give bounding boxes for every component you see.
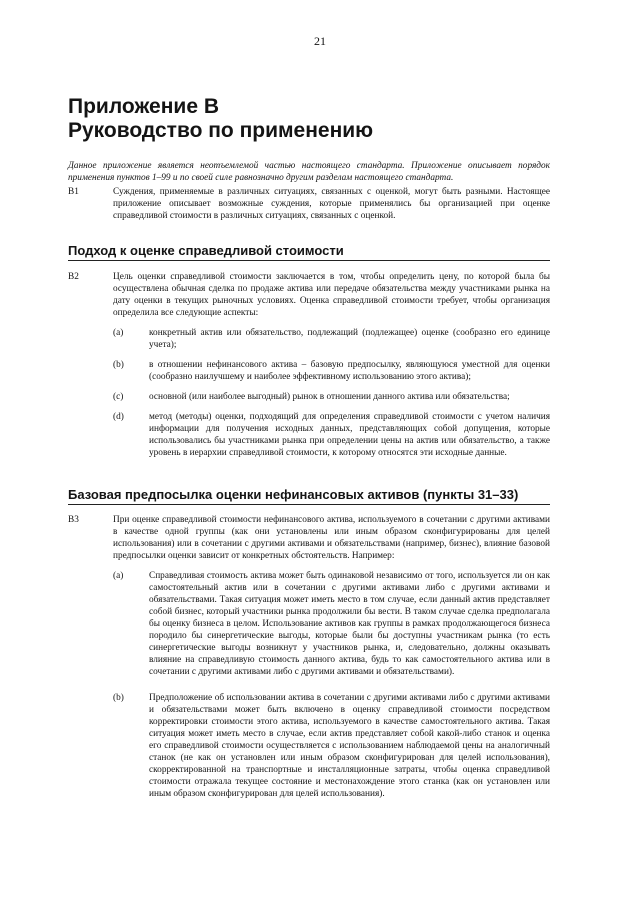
paragraph-number: B3 <box>68 515 79 525</box>
list <box>113 327 550 459</box>
list-item-text: в отношении нефинансового актива – базовую предпосылку, являющуюся уместной для оценки (сообразно наилучшему и наиболее эффективному использованию этого актива); <box>149 360 550 382</box>
paragraph-number: B1 <box>68 187 79 197</box>
list <box>113 570 550 800</box>
list-item-label: (b) <box>113 693 124 703</box>
list-item-label: (c) <box>113 392 124 402</box>
list-item-label: (b) <box>113 360 124 370</box>
paragraph-b2 <box>68 271 550 467</box>
list-item <box>113 327 550 351</box>
paragraph-b3 <box>68 514 550 808</box>
list-item-text: основной (или наиболее выгодный) рынок в отношении данного актива или обязательства; <box>149 392 510 402</box>
list-item <box>113 411 550 459</box>
title-line-1: Приложение B <box>68 95 220 118</box>
list-item <box>113 692 550 800</box>
paragraph-text: При оценке справедливой стоимости нефинансового актива, используемого в сочетании с другими активами в качестве одной группы (как они установлены или иным образом сконфигурированы для целей использования) или в сочетании с другими активами и обязательствами (например, бизнес), влияние базовой предпосылки оценки зависит от конкретных обстоятельств. Например: <box>113 515 550 561</box>
list-item <box>113 359 550 383</box>
intro-paragraph: Данное приложение является неотъемлемой частью настоящего стандарта. Приложение описывает порядок применения пунктов 1–99 и по своей силе равнозначно другим разделам настоящего стандарта. <box>68 161 550 183</box>
list-item <box>113 570 550 678</box>
section-heading-premise: Базовая предпосылка оценки нефинансовых активов (пункты 31–33) <box>68 487 550 505</box>
list-item-text: Справедливая стоимость актива может быть одинаковой независимо от того, используется ли он как самостоятельный актив или в сочетании с другими активами либо с другими активами и обязательствами. Такая ситуация может иметь место в том случае, если данный актив представляет собой бизнес, который участники рынка продолжили бы вести. В таком случае сделка предполагала бы оценку бизнеса в целом. Использование активов как группы в рамках продолжающегося бизнеса породило бы синергетические выгоды, которые были бы доступны участникам рынка (то есть синергетические выгоды возникнут у участников рынка, и, следовательно, должны оказывать влияние на справедливую стоимость данного актива, будь то как самостоятельного актива или в сочетании с другими активами либо с другими активами и обязательствами). <box>149 571 550 677</box>
list-item-text: конкретный актив или обязательство, подлежащий (подлежащее) оценке (сообразно его единице учета); <box>149 328 550 350</box>
paragraph-text: Суждения, применяемые в различных ситуациях, связанных с оценкой, могут быть разными. Настоящее приложение описывает возможные суждения, которые применялись бы организацией при оценке справедливой стоимости в различных ситуациях, связанных с оценкой. <box>113 187 550 221</box>
section-heading-approach: Подход к оценке справедливой стоимости <box>68 243 550 261</box>
paragraph-b1 <box>68 186 550 222</box>
list-item-label: (a) <box>113 328 124 338</box>
page-number: 21 <box>314 34 326 48</box>
list-item-label: (a) <box>113 571 124 581</box>
list-item-text: метод (методы) оценки, подходящий для определения справедливой стоимости с учетом наличия информации для получения исходных данных, представляющих собой допущения, которые использовались бы участниками рынка при определении цены на актив или обязательство, а также уровень в иерархии справедливой стоимости, к которому относятся эти исходные данные. <box>149 412 550 458</box>
paragraph-text: Цель оценки справедливой стоимости заключается в том, чтобы определить цену, по которой была бы осуществлена обычная сделка по продаже актива или передаче обязательства между участниками рынка на дату оценки в текущих рыночных условиях. Оценка справедливой стоимости требует, чтобы организация определила все следующие аспекты: <box>113 272 550 318</box>
list-item-text: Предположение об использовании актива в сочетании с другими активами либо с другими активами и обязательствами может быть включено в оценку справедливой стоимости посредством корректировки стоимости этого актива, используемого в качестве самостоятельного актива. Такая ситуация может иметь место в случае, если актив представляет собой какой-либо станок и оценка его справедливой стоимости осуществляется с использованием наблюдаемой цены на аналогичный станок (не как он установлен или иным образом сконфигурирован для целей использования), скорректированной на транспортные и инсталляционные затраты, чтобы оценка справедливой стоимости отражала текущее состояние и местонахождение этого станка (как он установлен или иным образом сконфигурирован для целей использования). <box>149 693 550 799</box>
list-item <box>113 391 550 403</box>
page-title <box>68 95 373 143</box>
title-line-2: Руководство по применению <box>68 119 374 142</box>
paragraph-number: B2 <box>68 272 79 282</box>
list-item-label: (d) <box>113 412 124 422</box>
